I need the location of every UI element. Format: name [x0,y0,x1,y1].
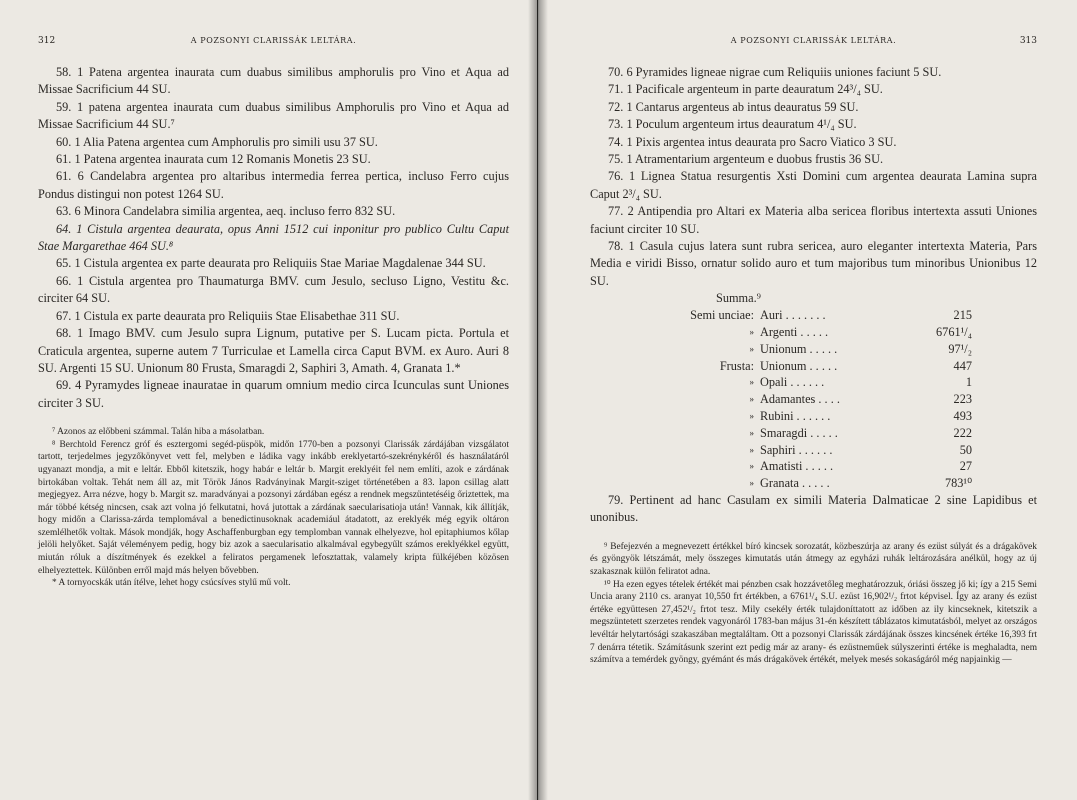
summa-item: Argenti . . . . . [760,325,829,340]
left-page-number: 312 [38,36,56,46]
right-running-head: A POZSONYI CLARISSÁK LELTÁRA. [730,36,897,45]
inventory-entry: 77. 2 Antipendia pro Altari ex Materia alba sericea floribus intertexta assuti Uniones faciunt circiter 10 SU. [590,204,1037,236]
inventory-entry: 63. 6 Minora Candelabra similia argentea, aeq. incluso ferro 832 SU. [56,204,396,219]
summa-value: 6761¹/₄ [936,325,972,340]
footnote: * A tornyocskák után ítélve, lehet hogy csúcsíves stylű mű volt. [52,578,291,589]
footnote: ⁷ Azonos az előbbeni számmal. Talán hiba a másolatban. [52,427,265,438]
inventory-entry: 71. 1 Pacificale argenteum in parte deauratum 24³/₄ SU. [608,82,883,97]
summa-value: 97¹/₂ [948,341,972,356]
left-entries [38,64,509,412]
summa-item: Unionum . . . . . [760,358,838,373]
summa-value: 783¹⁰ [944,476,972,491]
inventory-entry: 74. 1 Pixis argentea intus deaurata pro Sacro Viatico 3 SU. [608,134,897,149]
summa-label: » [749,478,754,489]
summa-row [666,458,972,475]
left-page [0,0,537,800]
right-page-header [590,36,1037,52]
inventory-entry: 67. 1 Cistula ex parte deaurata pro Reliquiis Stae Elisabethae 311 SU. [56,308,400,323]
summa-item: Smaragdi . . . . . [760,425,838,440]
inventory-entry: 61. 1 Patena argentea inaurata cum 12 Romanis Monetis 23 SU. [56,152,371,167]
summa-row [666,307,972,324]
summa-label: Semi unciae: [690,308,754,323]
summa-title: Summa.⁹ [716,291,761,306]
inventory-entry: 64. 1 Cistula argentea deaurata, opus Anni 1512 cui inponitur pro publico Cultu Caput Stae Margarethae 464 SU.⁸ [38,221,509,254]
inventory-entry: 61. 6 Candelabra argentea pro altaribus intermedia ferrea pertica, incluso Ferro cujus Pondus distingui non potest 1264 SU. [38,169,509,201]
left-footnotes [38,426,509,590]
inventory-entry: 70. 6 Pyramides ligneae nigrae cum Reliquiis uniones faciunt 5 SU. [608,65,942,79]
summa-label: » [749,343,754,354]
summa-item: Unionum . . . . . [760,341,838,356]
summa-label: » [749,427,754,438]
inventory-entry: 72. 1 Cantarus argenteus ab intus deauratus 59 SU. [608,99,859,114]
summa-value: 1 [965,375,972,390]
summa-value: 222 [953,425,972,440]
summa-value: 493 [953,409,972,424]
footnote: ¹⁰ Ha ezen egyes tételek értékét mai pénzben csak hozzávetőleg meghatározzuk, óriási összeg jő ki; így a 215 Semi Uncia arany 2110 cs. aranyat 10,550 frt értékben, a 6761¹/₄ S.U. ezüst 16,902¹/₂ frtot képvisel. Így az arany és ezüst értéke együttesen 27,452¹/₂ frtot tesz. Mily csekély érték tulajdoníttatott az időben az ily kincseknek, kitetszik a megszüntetett szerzetes rendek vagyonáról 1783-ban május 31-én készített táblázatos kimutatásból, melyet az országos levéltár helytartósági szakaszában megtaláltam. Ott a pozsonyi Clarissák zárdájának összes kincsének értéke 16,393 frt 7 denárra tétetik. Számításunk szerint ezt pedig már az arany- és ezüstneműek súlyszerinti értéke is meghaladta, nem számítva a temérdek gyöngy, gyémánt és más drágakövek értékét, melyek mesés sokaságáról még napjainkig — [590,579,1037,666]
left-page-header [38,36,509,52]
summa-label: Frusta: [719,358,754,373]
summa-label: » [749,377,754,388]
summa-row [666,324,972,341]
inventory-entry: 60. 1 Alia Patena argentea cum Amphorulis pro simili usu 37 SU. [56,134,378,149]
summa-table [666,307,972,492]
summa-row [666,341,972,358]
inventory-entry: 76. 1 Lignea Statua resurgentis Xsti Domini cum argentea deaurata Lamina supra Caput 2³/₄ SU. [590,169,1037,201]
summa-row [666,425,972,442]
inventory-entry: 78. 1 Casula cujus latera sunt rubra sericea, auro eleganter intertexta Materia, Pars Media e viridi Bisso, ornatur solido auro et tum majoribus tum minoribus Unionibus 12 SU. [590,239,1037,288]
summa-value: 215 [953,308,972,323]
left-notes-separator [38,412,509,426]
footnote: ⁸ Berchtold Ferencz gróf és esztergomi segéd-püspök, midőn 1770-ben a pozsonyi Clarissák zárdájában vizsgálatot tartott, terjedelmes jegyzőkönyvet vett fel, melyben e ládika vagy inkább ereklyetartó-szekrénykéről és használatáról ugyanazt mondja, a mit e leltár. Ebből kitetszik, hogy habár e leltár b. Margit ereklyéit fel nem említi, azok e zárdának birtokában voltak. Tehát nem áll az, mit Török János Radványinak Margit-sziget történetében a 83. lapon csillag alatt megjegyez. Arra nézve, hogy b. Margit sz. maradványai a pozsonyi zárdában egész a rendnek megszüntetéséig őriztettek, ma már többé kétség nincsen, csak azt volna jó felkutatni, hová jutottak a zárdának saecularisatioja után! Vannak, kik állítják, hogy midőn a Clarissa-zárda templomával a benedictinusoknak academiául átadatott, az ereklyék még egyik oltáron szemlélhetők voltak. Mások mondják, hogy Aschaffenburgban egy templomban vannak elhelyezve, hol epitaphiumos kőlap jelöli helyőket. Saját véleményem pedig, hogy biz azok a saecularisatio alkalmával egybegyűlt számos ereklyékkel együtt, miután róluk a díszítmények és ezekkel a feliratos pergamenek lefosztattak, valamely kripta fülkéjében közösen elhelyeztettek. Különben erről majd más helyen bővebben. [38,439,509,576]
summa-label: » [749,327,754,338]
left-running-head: A POZSONYI CLARISSÁK LELTÁRA. [190,36,357,45]
summa-value: 27 [959,459,972,474]
book-gutter-shadow [528,0,548,800]
inventory-entry: 58. 1 Patena argentea inaurata cum duabus similibus amphorulis pro Vino et Aqua ad Missae Sacrificium 44 SU. [38,65,509,97]
right-page [538,0,1077,800]
inventory-entry: 73. 1 Poculum argenteum irtus deauratum 4¹/₄ SU. [608,117,857,132]
summa-label: » [749,411,754,422]
right-entries [590,64,1037,290]
summa-label: » [749,461,754,472]
summa-item: Opali . . . . . . [760,375,825,390]
summa-item: Auri . . . . . . . [760,308,826,323]
inventory-entry-79: 79. Pertinent ad hanc Casulam ex simili Materia Dalmaticae 2 sine Lapidibus et unonibus. [590,493,1037,525]
summa-item: Adamantes . . . . [760,392,840,407]
summa-row [666,358,972,375]
summa-item: Rubini . . . . . . [760,409,831,424]
summa-item: Amatisti . . . . . [760,459,834,474]
summa-row [666,475,972,492]
inventory-entry: 65. 1 Cistula argentea ex parte deaurata pro Reliquiis Stae Mariae Magdalenae 344 SU. [56,256,486,271]
inventory-entry: 69. 4 Pyramydes ligneae inauratae in quarum omnium medio circa Icunculas sunt Uniones circiter 3 SU. [38,378,509,410]
inventory-entry: 59. 1 patena argentea inaurata cum duabus similibus Amphorulis pro Vino et Aqua ad Missae Sacrificium 44 SU.⁷ [38,99,509,132]
inventory-entry: 75. 1 Atramentarium argenteum e duobus frustis 36 SU. [608,152,884,167]
summa-value: 447 [953,358,972,373]
summa-item: Saphiri . . . . . . [760,442,833,457]
inventory-entry: 66. 1 Cistula argentea pro Thaumaturga BMV. cum Jesulo, secluso Ligno, Vestitu &c. circiter 64 SU. [38,273,509,306]
summa-row [666,408,972,425]
summa-value: 223 [953,392,972,407]
summa-item: Granata . . . . . [760,476,830,491]
summa-label: » [749,444,754,455]
summa-row [666,391,972,408]
summa-label: » [749,394,754,405]
right-notes-separator [590,527,1037,541]
summa-row [666,442,972,459]
summa-value: 50 [959,442,972,457]
right-footnotes [590,541,1037,667]
summa-row [666,374,972,391]
right-page-number: 313 [1019,36,1037,46]
footnote: ⁹ Befejezvén a megnevezett értékkel bíró kincsek sorozatát, közbeszúrja az arany és ezüst súlyát és a drágakövek és gyöngyök létszámát, mely összeges kimutatás után átmegy az egyházi ruhák leltározására anélkül, hogy az új szakasznak külön feliratot adna. [590,541,1037,578]
inventory-entry: 68. 1 Imago BMV. cum Jesulo supra Lignum, putative per S. Lucam picta. Portula et Craticula argentea, superne autem 7 Turriculae et Lamella circa Caput BVM. ex Auro. Auri 8 SU. Argenti 15 SU. Unionum 80 Frusta, Smaragdi 2, Saphiri 3, Amath. 4, Granata 1.* [38,326,509,375]
